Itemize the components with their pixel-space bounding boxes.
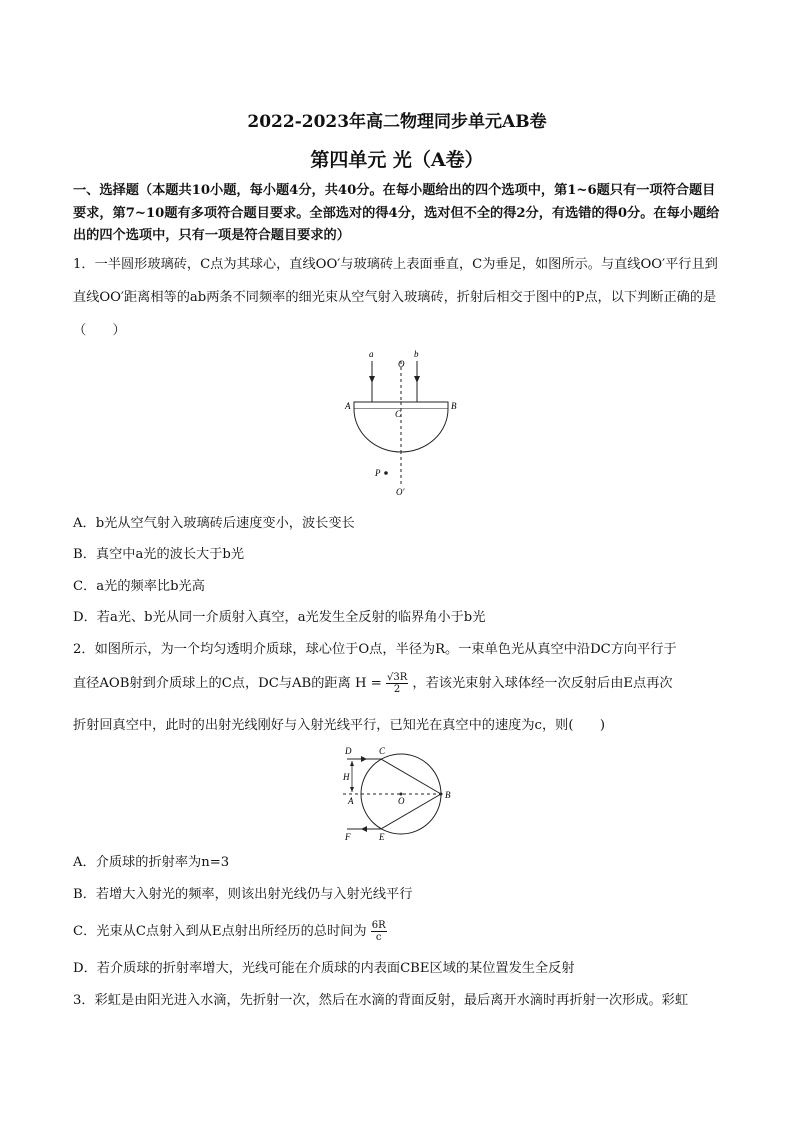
- height-fraction: [386, 672, 408, 695]
- question-1-option-d: D．若a光、b光从同一介质射入真空，a光发生全反射的临界角小于b光: [73, 610, 486, 625]
- unit-title: 第四单元 光（A卷）: [310, 149, 484, 171]
- reflected-be: [381, 794, 441, 829]
- question-2-figure: [335, 742, 460, 842]
- label-A: A: [345, 401, 351, 411]
- question-2-stem-line1: 2．如图所示，为一个均匀透明介质球，球心位于O点，半径为R。一束单色光从真空中沿DC方向平行于: [73, 642, 677, 657]
- label-F: F: [345, 832, 351, 842]
- question-1-figure: [340, 345, 460, 500]
- label-b: b: [414, 349, 419, 359]
- question-2-stem-line2: [73, 672, 725, 695]
- label-a: a: [369, 349, 374, 359]
- label-O: O: [398, 796, 405, 806]
- question-1-option-a: A．b光从空气射入玻璃砖后速度变小，波长变长: [73, 516, 355, 531]
- option-c-fraction: [371, 920, 387, 943]
- label-B: B: [451, 401, 457, 411]
- label-C: C: [395, 409, 402, 419]
- option-c-text: C．光束从C点射入到从E点射出所经历的总时间为: [73, 924, 367, 939]
- fraction-numerator: √3R: [386, 672, 408, 683]
- label-o-top: O: [398, 359, 405, 369]
- section-instructions: 一、选择题（本题共10小题，每小题4分，共40分。在每小题给出的四个选项中，第1~6题只有一项符合题目要求，第7~10题有多项符合题目要求。全部选对的得4分，选对但不全的得2分，有选错的得0分。在每小题给出的四个选项中，只有一项是符合题目要求的）: [73, 183, 720, 243]
- question-2-option-b: B．若增大入射光的频率，则该出射光线仍与入射光线平行: [73, 887, 413, 902]
- question-2-option-a: A．介质球的折射率为n=3: [73, 855, 230, 870]
- ray-b-arrow: [414, 376, 420, 383]
- label-B: B: [445, 790, 451, 800]
- label-P: P: [375, 468, 381, 478]
- ray-ef-arrow: [361, 826, 367, 832]
- question-3-stem: 3．彩虹是由阳光进入水滴，先折射一次，然后在水滴的背面反射，最后离开水滴时再折射一次形成。彩虹: [73, 993, 689, 1008]
- label-o-bottom: O′: [396, 487, 405, 497]
- question-2-stem-line3: 折射回真空中，此时的出射光线刚好与入射光线平行，已知光在真空中的速度为c，则( ): [73, 718, 605, 733]
- question-2-option-c: [73, 920, 725, 943]
- question-1-stem: 1．一半圆形玻璃砖，C点为其球心，直线OO′与玻璃砖上表面垂直，C为垂足，如图所示。与直线OO′平行且到直线OO′距离相等的ab两条不同频率的细光束从空气射入玻璃砖，折射后相交于图中的P点，以下判断正确的是（ ）: [73, 257, 718, 338]
- stem-line2-part-b: ，若该光束射入球体经一次反射后由E点再次: [412, 676, 673, 691]
- option-c-numerator: 6R: [371, 920, 386, 931]
- question-1-option-c: C．a光的频率比b光高: [73, 579, 205, 594]
- label-E: E: [379, 832, 385, 842]
- label-A: A: [348, 796, 354, 806]
- question-2-option-d: D．若介质球的折射率增大，光线可能在介质球的内表面CBE区域的某位置发生全反射: [73, 961, 575, 976]
- ray-a-arrow: [369, 376, 375, 383]
- option-c-denominator: c: [375, 932, 382, 943]
- label-C: C: [379, 746, 386, 756]
- refracted-cb: [381, 759, 441, 794]
- ray-dc-arrow: [361, 756, 367, 762]
- fraction-denominator: 2: [393, 684, 401, 695]
- question-1-option-b: B．真空中a光的波长大于b光: [73, 547, 245, 562]
- exam-title: 2022-2023年高二物理同步单元AB卷: [247, 112, 547, 132]
- label-H: H: [343, 772, 350, 782]
- label-D: D: [345, 746, 352, 756]
- stem-line2-part-a: 直径AOB射到介质球上的C点，DC与AB的距离 H =: [73, 676, 382, 691]
- point-p: [384, 471, 388, 475]
